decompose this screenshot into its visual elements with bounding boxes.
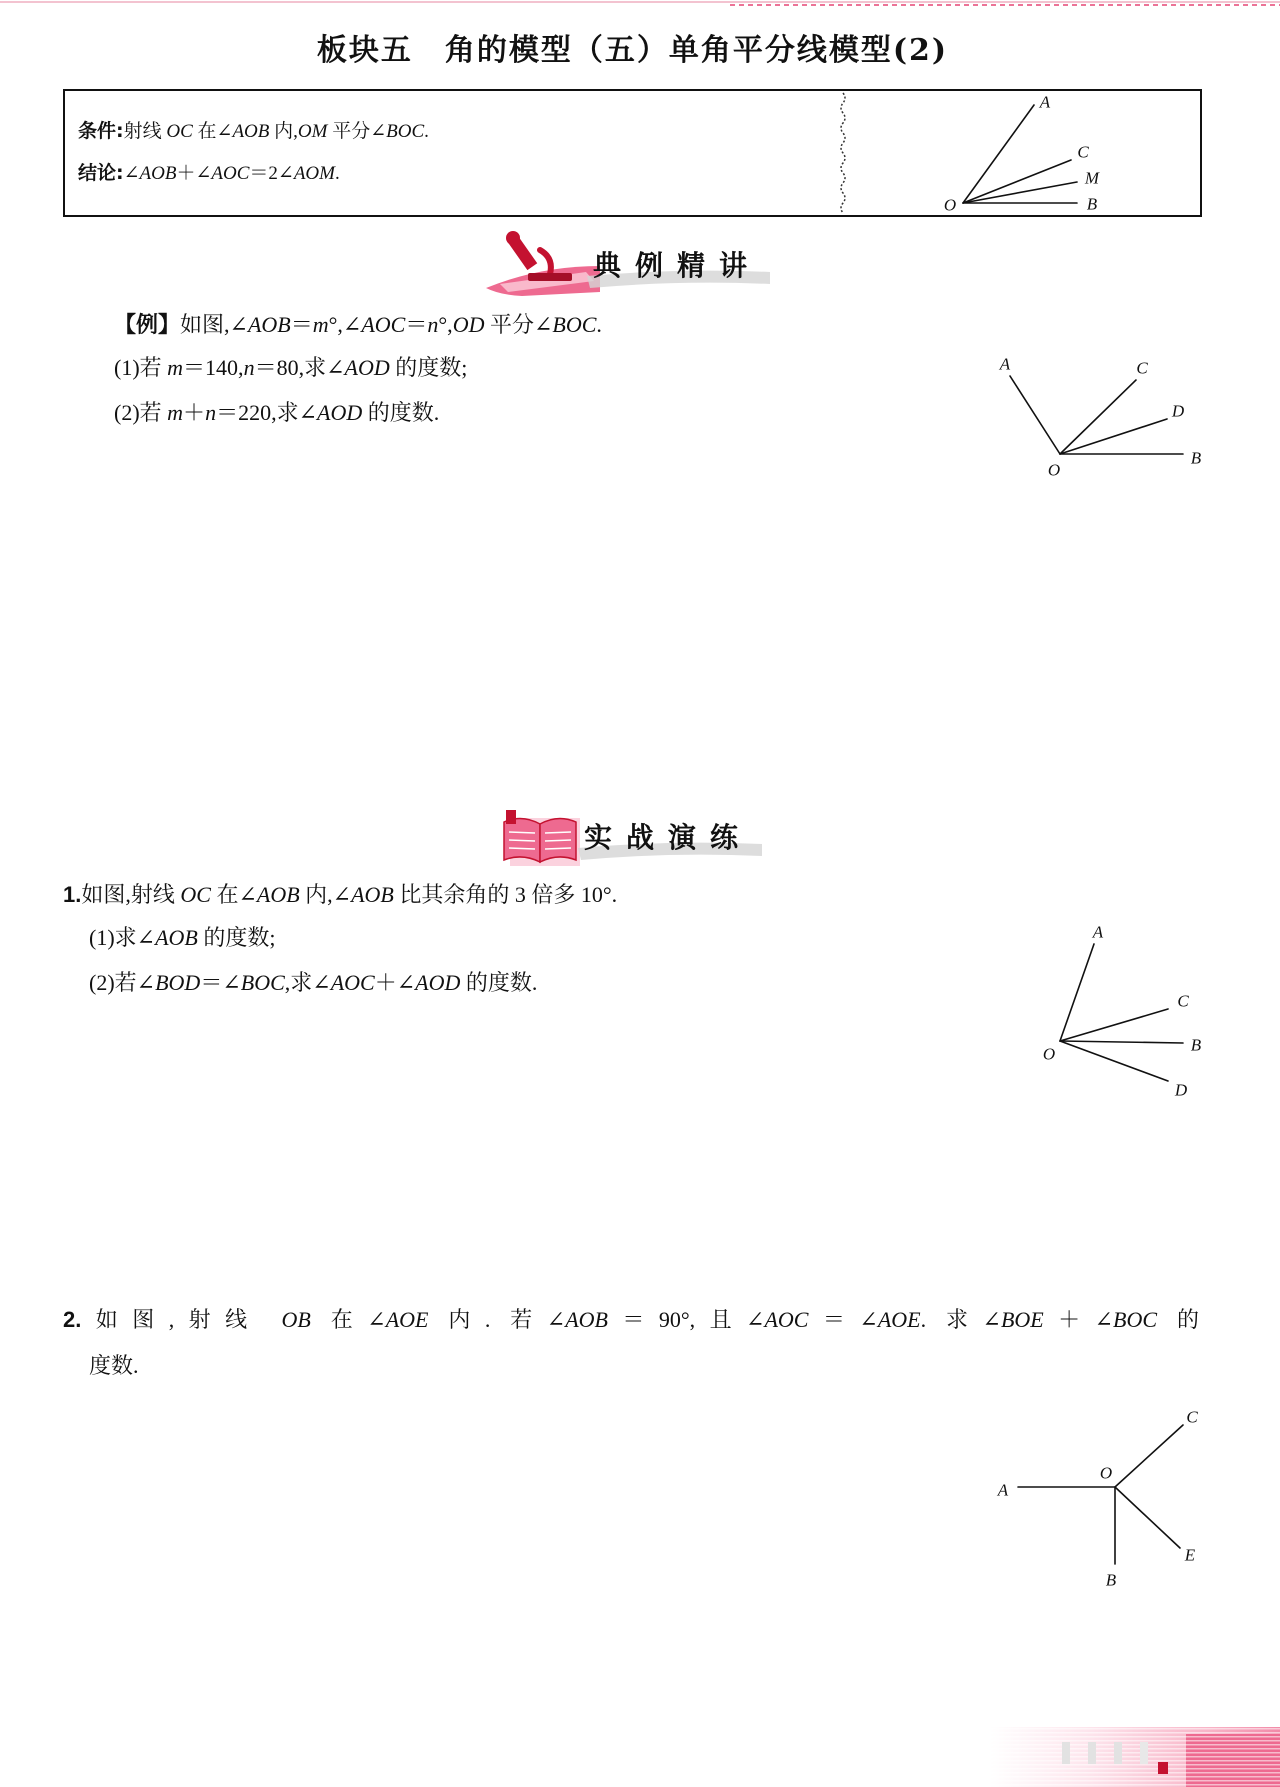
example-stem: 如图,∠AOB＝m°,∠AOC＝n°,OD 平分∠BOC. xyxy=(180,312,602,337)
math-variable: AOE xyxy=(385,1307,429,1332)
example-stem-line xyxy=(114,310,602,340)
model-summary-box xyxy=(63,89,1202,217)
problem1-angle-figure xyxy=(1043,923,1202,1100)
math-variable: AOC xyxy=(764,1307,809,1332)
math-variable: AOB xyxy=(139,163,177,184)
book-line xyxy=(509,840,535,841)
page-corner-decoration xyxy=(990,1727,1280,1787)
ray-oc xyxy=(1060,380,1136,454)
math-variable: m xyxy=(167,400,184,425)
corner-red-square xyxy=(1158,1762,1168,1774)
label-o: O xyxy=(1042,1044,1056,1064)
corner-dark-stripes xyxy=(1186,1734,1280,1787)
ray-oa xyxy=(1060,944,1094,1041)
book-line xyxy=(545,848,571,849)
math-variable: AOE xyxy=(877,1307,921,1332)
math-variable: BOC xyxy=(1113,1307,1158,1332)
math-variable: AOB xyxy=(351,882,394,907)
label-a: A xyxy=(1039,92,1051,112)
condition-text: 射线 OC 在∠AOB 内,OM 平分∠BOC. xyxy=(123,121,429,142)
book-bookmark xyxy=(506,810,516,824)
math-variable: AOC xyxy=(330,970,375,995)
problem-1-part-1: (1)求∠AOB 的度数; xyxy=(89,925,276,950)
label-b: B xyxy=(1105,1570,1117,1590)
math-variable: AOD xyxy=(317,400,363,425)
math-variable: m xyxy=(312,312,329,337)
label-d: D xyxy=(1171,401,1185,421)
section-title-practice: 实战演练 xyxy=(584,821,753,854)
math-variable: BOC xyxy=(240,970,285,995)
top-border-decoration xyxy=(0,2,1280,5)
microscope-arm xyxy=(540,250,551,274)
label-b: B xyxy=(1086,194,1098,214)
conclusion-text: ∠AOB＋∠AOC＝2∠AOM. xyxy=(123,163,340,184)
label-o: O xyxy=(1047,460,1061,480)
book-icon xyxy=(504,810,580,866)
problem-2-number: 2. xyxy=(63,1307,82,1332)
problem-1-part-2: (2)若∠BOD＝∠BOC,求∠AOC＋∠AOD 的度数. xyxy=(89,970,538,995)
math-variable: n xyxy=(205,400,217,425)
math-variable: BOC xyxy=(552,312,597,337)
label-a: A xyxy=(997,1480,1009,1500)
math-variable: AOB xyxy=(232,121,270,142)
example-angle-figure xyxy=(999,355,1202,480)
label-d: D xyxy=(1174,1080,1188,1100)
conclusion-label: 结论: xyxy=(78,162,124,184)
ray-oe xyxy=(1115,1487,1180,1548)
math-variable: AOC xyxy=(211,163,250,184)
example-part-1: (1)若 m＝140,n＝80,求∠AOD 的度数; xyxy=(114,355,468,380)
math-variable: OM xyxy=(297,121,328,142)
book-line xyxy=(545,832,571,833)
math-variable: AOD xyxy=(344,355,390,380)
corner-mark xyxy=(1088,1742,1096,1764)
math-variable: AOB xyxy=(247,312,291,337)
math-variable: OC xyxy=(166,121,193,142)
label-o: O xyxy=(1099,1463,1113,1483)
math-variable: n xyxy=(427,312,439,337)
math-variable: AOM xyxy=(293,163,335,184)
ray-oa xyxy=(1010,376,1060,454)
math-variable: AOB xyxy=(565,1307,608,1332)
label-b: B xyxy=(1190,1035,1202,1055)
book-line xyxy=(509,848,535,849)
math-variable: BOD xyxy=(155,970,201,995)
math-variable: AOB xyxy=(155,925,198,950)
ray-ob xyxy=(1060,1041,1183,1043)
microscope-base xyxy=(528,273,572,281)
problem-2-stem-1: 如图,射线 OB 在∠AOE 内. 若∠AOB＝90°,且∠AOC＝∠AOE. 求∠BOE＋∠BOC 的 xyxy=(81,1307,1199,1332)
corner-mark xyxy=(1140,1742,1148,1764)
label-c: C xyxy=(1177,991,1189,1011)
math-variable: BOC xyxy=(386,121,425,142)
book-line xyxy=(545,840,571,841)
example-tag: 【例】 xyxy=(114,312,181,337)
problem-2-stem-line-2: 度数. xyxy=(89,1353,139,1378)
problem-2-stem-line-1 xyxy=(63,1305,1199,1335)
ray-od xyxy=(1060,419,1167,454)
problem2-angle-figure xyxy=(997,1408,1199,1590)
math-variable: n xyxy=(243,355,255,380)
microscope-icon xyxy=(486,231,600,296)
label-a: A xyxy=(1092,922,1104,942)
ray-oc xyxy=(1060,1009,1168,1041)
label-c: C xyxy=(1136,358,1148,378)
corner-mark xyxy=(1062,1742,1070,1764)
section-title-example: 典例精讲 xyxy=(593,249,762,282)
ray-od xyxy=(1060,1041,1168,1081)
ray-oc xyxy=(1115,1425,1183,1487)
label-c: C xyxy=(1186,1407,1198,1427)
conclusion-line xyxy=(78,160,340,187)
label-e: E xyxy=(1184,1545,1196,1565)
microscope-eyepiece xyxy=(506,231,520,245)
problem-1-number: 1. xyxy=(63,882,82,907)
example-part-2: (2)若 m＋n＝220,求∠AOD 的度数. xyxy=(114,400,440,425)
math-variable: AOD xyxy=(415,970,461,995)
math-variable: OD xyxy=(452,312,485,337)
book-line xyxy=(509,832,535,833)
math-variable: AOB xyxy=(256,882,300,907)
condition-line xyxy=(78,118,429,145)
problem-1-stem: 如图,射线 OC 在∠AOB 内,∠AOB 比其余角的 3 倍多 10°. xyxy=(81,882,618,907)
math-variable: m xyxy=(167,355,184,380)
corner-mark xyxy=(1114,1742,1122,1764)
condition-label: 条件: xyxy=(78,120,124,142)
label-o: O xyxy=(943,195,957,215)
label-a: A xyxy=(999,354,1011,374)
math-variable: BOE xyxy=(1000,1307,1044,1332)
math-variable: OC xyxy=(180,882,211,907)
page-title: 板块五 角的模型（五）单角平分线模型(2) xyxy=(316,33,949,68)
problem-1-stem-line xyxy=(63,880,617,910)
label-b: B xyxy=(1190,448,1202,468)
label-m: M xyxy=(1084,168,1100,188)
label-c: C xyxy=(1077,142,1089,162)
math-variable: AOC xyxy=(361,312,406,337)
math-variable: OB xyxy=(281,1307,311,1332)
